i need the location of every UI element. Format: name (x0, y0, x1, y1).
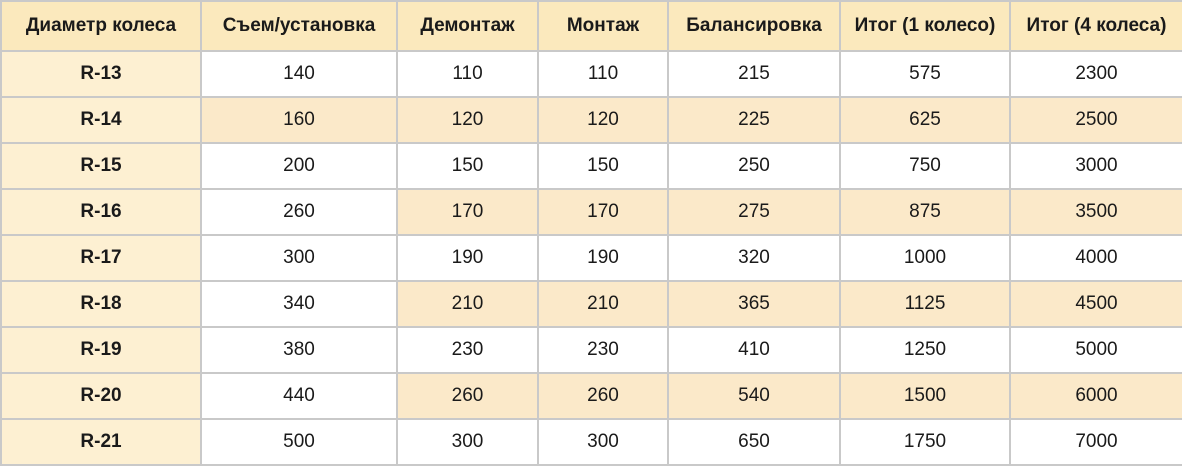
cell-wheel-size: R-14 (1, 97, 201, 143)
cell-dismount: 170 (397, 189, 538, 235)
cell-wheel-size: R-17 (1, 235, 201, 281)
table-row (1, 51, 1182, 97)
column-header-removal-install: Съем/установка (201, 1, 397, 51)
cell-wheel-size: R-20 (1, 373, 201, 419)
cell-total-one-wheel: 875 (840, 189, 1010, 235)
cell-balancing: 410 (668, 327, 840, 373)
cell-balancing: 320 (668, 235, 840, 281)
cell-wheel-size: R-18 (1, 281, 201, 327)
column-header-wheel-diameter: Диаметр колеса (1, 1, 201, 51)
cell-removal-install: 440 (201, 373, 397, 419)
table-row (1, 143, 1182, 189)
cell-total-one-wheel: 575 (840, 51, 1010, 97)
table-row (1, 235, 1182, 281)
cell-wheel-size: R-13 (1, 51, 201, 97)
cell-total-one-wheel: 625 (840, 97, 1010, 143)
cell-removal-install: 500 (201, 419, 397, 465)
table-header (1, 1, 1182, 51)
table-row (1, 373, 1182, 419)
cell-total-one-wheel: 1500 (840, 373, 1010, 419)
cell-mount: 170 (538, 189, 668, 235)
cell-removal-install: 380 (201, 327, 397, 373)
cell-mount: 210 (538, 281, 668, 327)
cell-dismount: 260 (397, 373, 538, 419)
cell-mount: 260 (538, 373, 668, 419)
cell-balancing: 225 (668, 97, 840, 143)
table-row (1, 97, 1182, 143)
cell-mount: 110 (538, 51, 668, 97)
cell-dismount: 110 (397, 51, 538, 97)
column-header-balancing: Балансировка (668, 1, 840, 51)
cell-dismount: 150 (397, 143, 538, 189)
cell-balancing: 650 (668, 419, 840, 465)
cell-total-one-wheel: 1125 (840, 281, 1010, 327)
cell-mount: 190 (538, 235, 668, 281)
column-header-total-one-wheel: Итог (1 колесо) (840, 1, 1010, 51)
cell-total-four-wheels: 6000 (1010, 373, 1182, 419)
column-header-mount: Монтаж (538, 1, 668, 51)
cell-total-one-wheel: 1000 (840, 235, 1010, 281)
column-header-total-four-wheels: Итог (4 колеса) (1010, 1, 1182, 51)
cell-dismount: 300 (397, 419, 538, 465)
cell-removal-install: 340 (201, 281, 397, 327)
column-header-dismount: Демонтаж (397, 1, 538, 51)
cell-total-one-wheel: 1750 (840, 419, 1010, 465)
cell-total-four-wheels: 4500 (1010, 281, 1182, 327)
cell-dismount: 190 (397, 235, 538, 281)
cell-total-four-wheels: 2300 (1010, 51, 1182, 97)
cell-wheel-size: R-15 (1, 143, 201, 189)
cell-removal-install: 300 (201, 235, 397, 281)
cell-removal-install: 160 (201, 97, 397, 143)
table-row (1, 327, 1182, 373)
cell-wheel-size: R-21 (1, 419, 201, 465)
cell-mount: 150 (538, 143, 668, 189)
cell-balancing: 365 (668, 281, 840, 327)
cell-total-four-wheels: 2500 (1010, 97, 1182, 143)
cell-mount: 120 (538, 97, 668, 143)
cell-total-four-wheels: 3500 (1010, 189, 1182, 235)
cell-balancing: 275 (668, 189, 840, 235)
cell-balancing: 540 (668, 373, 840, 419)
cell-removal-install: 200 (201, 143, 397, 189)
cell-balancing: 215 (668, 51, 840, 97)
cell-balancing: 250 (668, 143, 840, 189)
cell-dismount: 120 (397, 97, 538, 143)
table-row (1, 419, 1182, 465)
table-row (1, 281, 1182, 327)
cell-total-four-wheels: 4000 (1010, 235, 1182, 281)
cell-dismount: 210 (397, 281, 538, 327)
cell-wheel-size: R-16 (1, 189, 201, 235)
table-body (1, 51, 1182, 465)
header-row (1, 1, 1182, 51)
cell-removal-install: 140 (201, 51, 397, 97)
cell-total-four-wheels: 5000 (1010, 327, 1182, 373)
cell-dismount: 230 (397, 327, 538, 373)
cell-wheel-size: R-19 (1, 327, 201, 373)
cell-mount: 230 (538, 327, 668, 373)
table-row (1, 189, 1182, 235)
cell-total-one-wheel: 750 (840, 143, 1010, 189)
cell-total-one-wheel: 1250 (840, 327, 1010, 373)
cell-total-four-wheels: 3000 (1010, 143, 1182, 189)
cell-mount: 300 (538, 419, 668, 465)
cell-removal-install: 260 (201, 189, 397, 235)
cell-total-four-wheels: 7000 (1010, 419, 1182, 465)
